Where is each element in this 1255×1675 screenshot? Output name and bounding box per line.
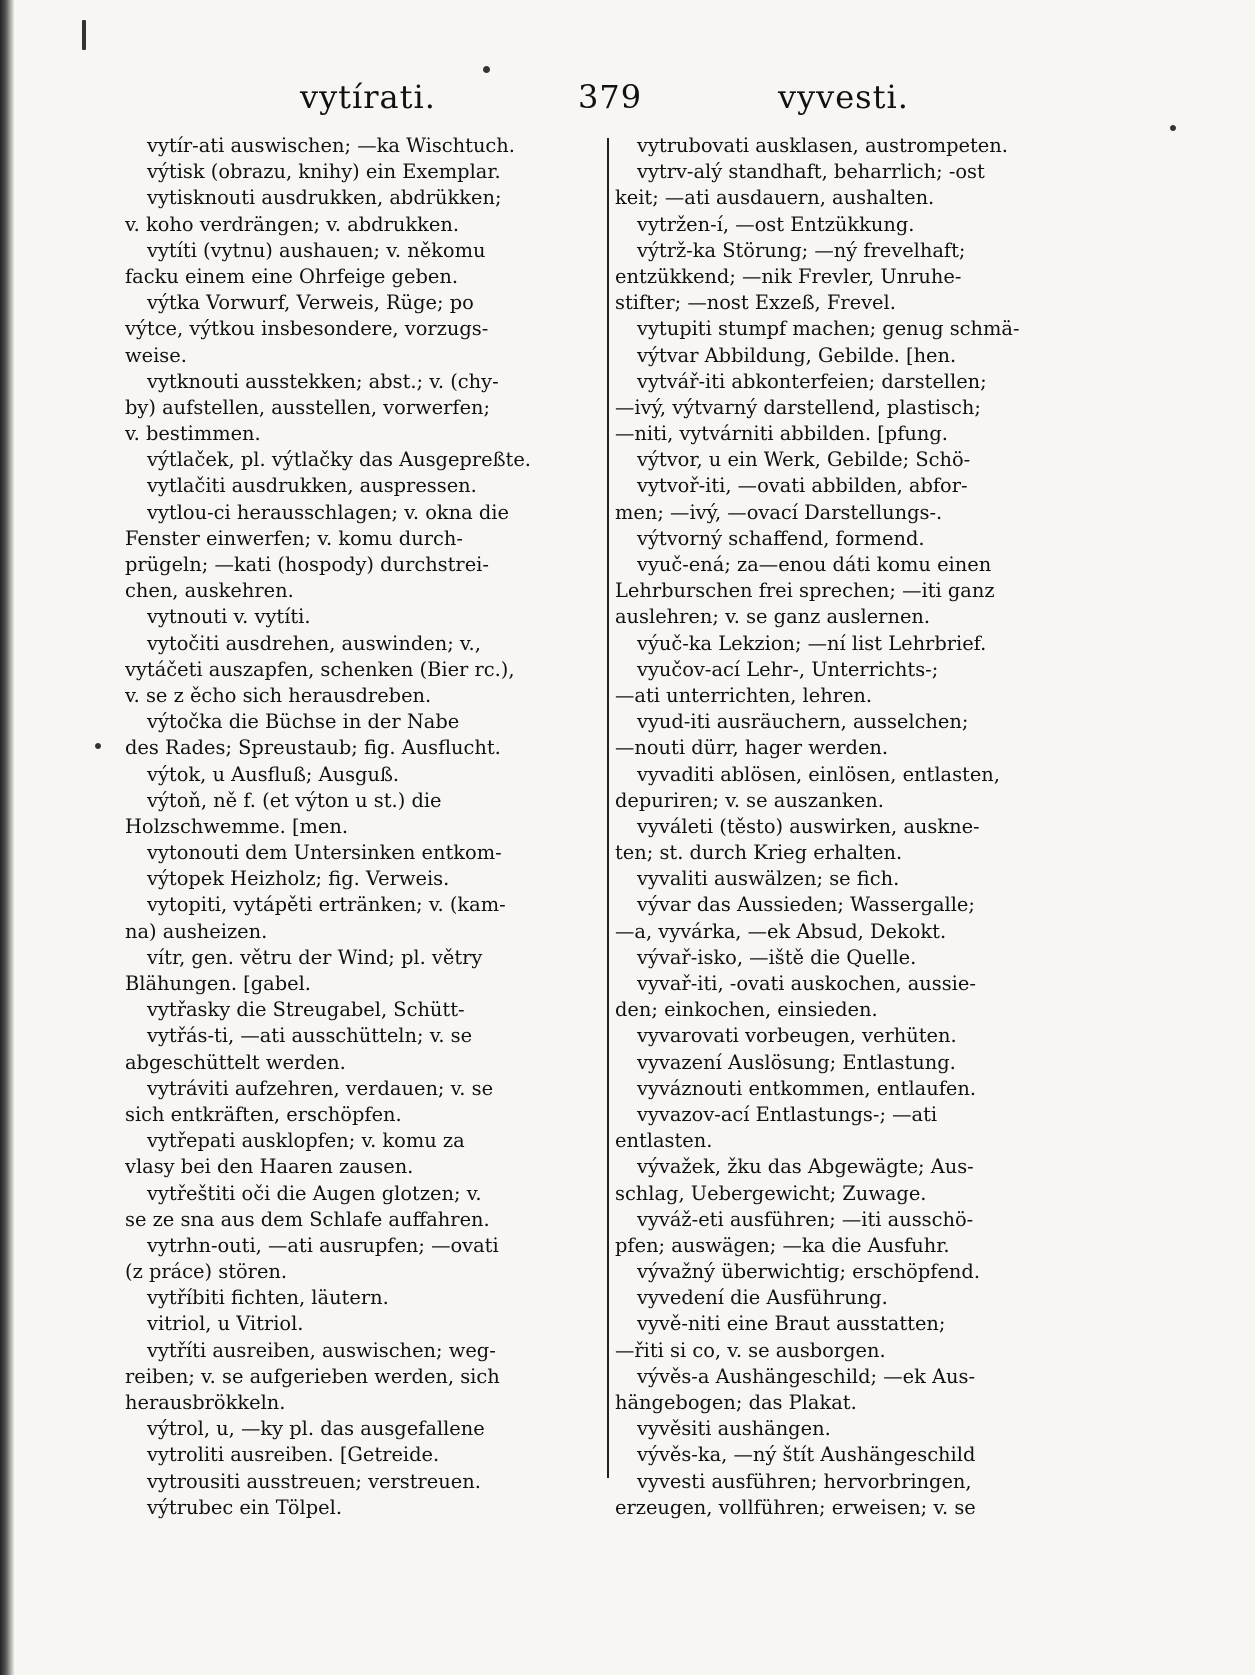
dictionary-line: vyváleti (těsto) auswirken, auskne- [637,814,980,838]
dictionary-line: Fenster einwerfen; v. komu durch- [125,526,463,550]
dictionary-line: výtvar Abbildung, Gebilde. [hen. [637,343,957,367]
dictionary-line: Holzschwemme. [men. [125,814,349,838]
dictionary-line: vyud-iti ausräuchern, ausselchen; [637,710,969,734]
page-binding-edge [0,0,14,1675]
dictionary-line: vytisknouti ausdrukken, abdrükken; [147,186,502,210]
right-headword: vyvesti. [778,78,909,116]
dictionary-line: výtisk (obrazu, knihy) ein Exemplar. [147,160,501,184]
dictionary-line: facku einem eine Ohrfeige geben. [125,264,458,288]
dictionary-line: Lehrburschen frei sprechen; —iti ganz [615,579,995,603]
dictionary-line: výtopek Heizholz; fig. Verweis. [147,867,450,891]
dictionary-line: auslehren; v. se ganz auslernen. [615,605,931,629]
left-headword: vytírati. [300,78,436,116]
dictionary-line: vytrhn-outi, —ati ausrupfen; —ovati [147,1233,499,1257]
dictionary-line: výtvor, u ein Werk, Gebilde; Schö- [637,448,971,472]
page-number: 379 [578,78,643,116]
dictionary-line: vývar das Aussieden; Wassergalle; [637,893,975,917]
dictionary-line: se ze sna aus dem Schlafe auffahren. [125,1207,490,1231]
dictionary-line: vytnouti v. vytíti. [147,605,311,629]
dictionary-line: na) ausheizen. [125,919,268,943]
column-divider [607,138,609,1478]
dictionary-line: erzeugen, vollführen; erweisen; v. se [615,1495,976,1519]
ink-speck [1170,125,1176,131]
dictionary-line: vývažek, žku das Abgewägte; Aus- [637,1155,974,1179]
dictionary-line: vytříti ausreiben, auswischen; weg- [147,1338,496,1362]
dictionary-line: —a, vyvárka, —ek Absud, Dekokt. [615,919,947,943]
dictionary-line: vytřasky die Streugabel, Schütt- [147,998,465,1022]
dictionary-line: vytáčeti auszapfen, schenken (Bier rc.), [125,657,515,681]
dictionary-line: vytknouti ausstekken; abst.; v. (chy- [147,369,499,393]
dictionary-line: vyvař-iti, -ovati auskochen, aussie- [637,972,976,995]
dictionary-line: vytvoř-iti, —ovati abbilden, abfor- [637,474,968,498]
dictionary-line: výtka Vorwurf, Verweis, Rüge; po [147,291,474,315]
dictionary-line: (z práce) stören. [125,1260,288,1284]
page-header [0,78,1255,128]
dictionary-line: vytřepati ausklopfen; v. komu za [147,1129,465,1153]
dictionary-line: sich entkräften, erschöpfen. [125,1102,402,1126]
dictionary-line: —ivý, výtvarný darstellend, plastisch; [615,395,981,419]
dictionary-line: vývěs-a Aushängeschild; —ek Aus- [637,1364,976,1388]
dictionary-line: v. koho verdrängen; v. abdrukken. [125,212,459,236]
dictionary-line: vytroliti ausreiben. [Getreide. [147,1443,440,1467]
dictionary-line: vytříbiti fichten, läutern. [147,1286,389,1310]
dictionary-line: vyvedení die Ausführung. [637,1286,888,1310]
dictionary-line: Blähungen. [gabel. [125,972,311,995]
dictionary-line: vytržen-í, —ost Entzükkung. [637,212,915,236]
dictionary-line: vyvěsiti aushängen. [637,1417,831,1441]
dictionary-line: vývař-isko, —iště die Quelle. [637,945,917,969]
dictionary-line: vyváž-eti ausführen; —iti ausschö- [637,1207,974,1231]
dictionary-line: —ati unterrichten, lehren. [615,683,873,707]
dictionary-line: výtrž-ka Störung; —ný frevelhaft; [637,238,966,262]
dictionary-line: vývěs-ka, —ný štít Aushängeschild [637,1443,976,1467]
dictionary-line: vyvaliti auswälzen; se fich. [637,867,900,891]
dictionary-line: schlag, Uebergewicht; Zuwage. [615,1181,927,1205]
dictionary-line: výtrol, u, —ky pl. das ausgefallene [147,1417,485,1441]
dictionary-line: stifter; —nost Exzeß, Frevel. [615,291,896,315]
dictionary-line: výuč-ka Lekzion; —ní list Lehrbrief. [637,631,987,655]
dictionary-line: keit; —ati ausdauern, aushalten. [615,186,935,210]
dictionary-line: vyváznouti entkommen, entlaufen. [637,1076,977,1100]
dictionary-line: reiben; v. se aufgerieben werden, sich [125,1364,500,1388]
dictionary-line: weise. [125,343,187,367]
dictionary-line: vyučov-ací Lehr-, Unterrichts-; [637,657,939,681]
dictionary-line: entlasten. [615,1129,713,1153]
dictionary-line: vytvář-iti abkonterfeien; darstellen; [637,369,987,393]
ink-speck [95,743,101,749]
dictionary-line: vyvaditi ablösen, einlösen, entlasten, [637,762,1000,786]
dictionary-line: vyuč-ená; za—enou dáti komu einen [637,553,992,576]
dictionary-line: vlasy bei den Haaren zausen. [125,1155,414,1179]
dictionary-line: výtoň, ně f. (et výton u st.) die [147,788,442,812]
dictionary-line: vytonouti dem Untersinken entkom- [147,841,502,865]
dictionary-line: abgeschüttelt werden. [125,1050,346,1074]
dictionary-line: chen, auskehren. [125,579,294,603]
dictionary-line: hängebogen; das Plakat. [615,1391,857,1414]
dictionary-line: vyvazení Auslösung; Entlastung. [637,1050,956,1074]
dictionary-line: vývažný überwichtig; erschöpfend. [637,1260,980,1284]
dictionary-line: vytupiti stumpf machen; genug schmä- [637,317,1020,341]
dictionary-line: výtce, výtkou insbesondere, vorzugs- [125,317,489,341]
dictionary-line: vytrubovati ausklasen, austrompeten. [637,134,1008,157]
dictionary-line: ten; st. durch Krieg erhalten. [615,841,903,865]
dictionary-line: vytopiti, vytápěti ertränken; v. (kam- [147,893,506,917]
dictionary-line: by) aufstellen, ausstellen, vorwerfen; [125,395,491,419]
dictionary-line: den; einkochen, einsieden. [615,998,878,1022]
dictionary-line: vytíti (vytnu) aushauen; v. někomu [147,238,486,262]
dictionary-line: výtlaček, pl. výtlačky das Ausgepreßte. [147,448,531,472]
dictionary-line: —řiti si co, v. se ausborgen. [615,1338,886,1362]
left-column [125,133,605,1521]
dictionary-line: výtočka die Büchse in der Nabe [147,710,460,734]
dictionary-line: entzükkend; —nik Frevler, Unruhe- [615,264,962,288]
dictionary-line: —nouti dürr, hager werden. [615,736,889,760]
dictionary-line: prügeln; —kati (hospody) durchstrei- [125,553,489,576]
dictionary-line: vytočiti ausdrehen, auswinden; v., [147,631,481,655]
dictionary-line: vytrousiti ausstreuen; verstreuen. [147,1469,481,1493]
dictionary-line: vytráviti aufzehren, verdauen; v. se [147,1076,494,1100]
dictionary-line: herausbrökkeln. [125,1391,286,1414]
dictionary-line: vytír-ati auswischen; —ka Wischtuch. [147,134,515,157]
dictionary-line: v. se z ěcho sich herausdreben. [125,683,432,707]
dictionary-line: vytřeštiti oči die Augen glotzen; v. [147,1181,482,1205]
dictionary-line: vyvazov-ací Entlastungs-; —ati [637,1102,938,1126]
dictionary-line: vitriol, u Vitriol. [147,1312,304,1336]
dictionary-line: vyvesti ausführen; hervorbringen, [637,1469,972,1493]
dictionary-line: vyvarovati vorbeugen, verhüten. [637,1024,957,1048]
dictionary-line: výtrubec ein Tölpel. [147,1495,343,1519]
dictionary-line: vítr, gen. větru der Wind; pl. větry [147,945,483,969]
dictionary-line: vytlou-ci herausschlagen; v. okna die [147,500,509,524]
right-column [615,133,1095,1521]
dictionary-line: vytrv-alý standhaft, beharrlich; -ost [637,160,985,184]
dictionary-line: výtvorný schaffend, formend. [637,526,925,550]
dictionary-line: men; —ivý, —ovací Darstellungs-. [615,500,943,524]
dictionary-line: pfen; auswägen; —ka die Ausfuhr. [615,1233,950,1257]
ink-mark [82,20,86,50]
dictionary-line: vyvě-niti eine Braut ausstatten; [637,1312,946,1336]
ink-speck [483,66,490,73]
dictionary-line: des Rades; Spreustaub; fig. Ausflucht. [125,736,501,760]
dictionary-line: vytřás-ti, —ati ausschütteln; v. se [147,1024,473,1048]
dictionary-line: depuriren; v. se auszanken. [615,788,884,812]
dictionary-line: vytlačiti ausdrukken, auspressen. [147,474,477,498]
dictionary-line: výtok, u Ausfluß; Ausguß. [147,762,400,786]
dictionary-line: —niti, vytvárniti abbilden. [pfung. [615,422,948,446]
dictionary-line: v. bestimmen. [125,422,261,446]
